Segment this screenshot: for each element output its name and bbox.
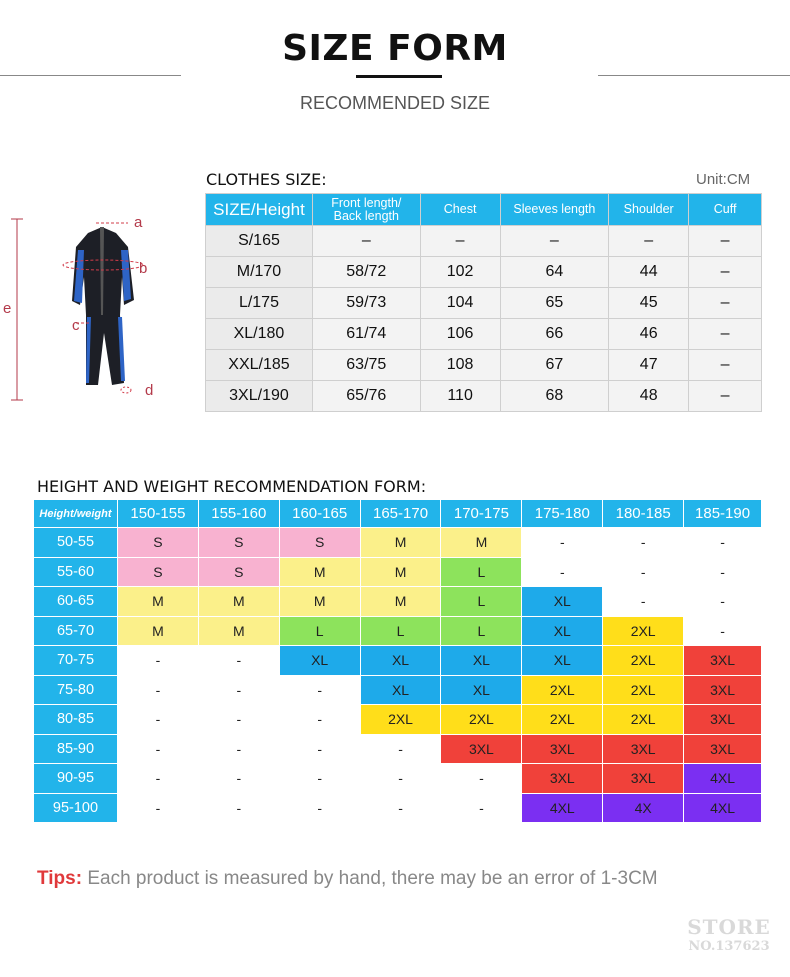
measure-cell: – [609, 226, 689, 257]
clothes-row [206, 381, 762, 412]
height-header: 175-180 [522, 500, 603, 528]
size-recommendation-cell: - [117, 675, 198, 705]
size-recommendation-cell: 3XL [522, 764, 603, 794]
hw-row [34, 646, 762, 676]
size-recommendation-cell: S [117, 557, 198, 587]
height-weight-table [33, 499, 762, 823]
measure-cell: – [689, 350, 762, 381]
height-header: 155-160 [198, 500, 279, 528]
header-shoulder: Shoulder [609, 194, 689, 226]
measure-cell: – [689, 226, 762, 257]
hw-row [34, 528, 762, 558]
store-watermark [680, 915, 778, 965]
size-recommendation-cell: 3XL [684, 646, 762, 676]
clothes-size-label: CLOTHES SIZE: [206, 170, 327, 189]
height-header: 170-175 [441, 500, 522, 528]
clothes-row [206, 350, 762, 381]
measure-cell: 68 [500, 381, 609, 412]
size-recommendation-cell: 3XL [603, 764, 684, 794]
size-recommendation-cell: - [603, 528, 684, 558]
size-recommendation-cell: XL [522, 616, 603, 646]
size-recommendation-cell: 4XL [522, 793, 603, 823]
size-recommendation-cell: 3XL [684, 705, 762, 735]
page-title: SIZE FORM [282, 28, 508, 69]
size-recommendation-cell: - [279, 675, 360, 705]
size-recommendation-cell: 2XL [522, 675, 603, 705]
size-recommendation-cell: M [279, 587, 360, 617]
size-recommendation-cell: XL [279, 646, 360, 676]
size-cell: XL/180 [206, 319, 313, 350]
size-recommendation-cell: - [684, 587, 762, 617]
size-recommendation-cell: - [360, 764, 441, 794]
size-recommendation-cell: - [198, 646, 279, 676]
size-recommendation-cell: - [684, 528, 762, 558]
unit-label: Unit:CM [696, 171, 751, 188]
measure-cell: – [689, 319, 762, 350]
measure-cell: 47 [609, 350, 689, 381]
size-recommendation-cell: - [117, 764, 198, 794]
measure-cell: – [500, 226, 609, 257]
measure-cell: 65 [500, 288, 609, 319]
measure-cell: 66 [500, 319, 609, 350]
hw-row [34, 734, 762, 764]
size-recommendation-cell: L [360, 616, 441, 646]
size-recommendation-cell: 4XL [684, 793, 762, 823]
measure-cell: 110 [420, 381, 500, 412]
tips-text: Each product is measured by hand, there may be an error of 1-3CM [82, 868, 658, 889]
size-recommendation-cell: - [279, 734, 360, 764]
measure-cell: – [312, 226, 420, 257]
measure-cell: 48 [609, 381, 689, 412]
divider-right [598, 75, 790, 76]
size-recommendation-cell: 3XL [522, 734, 603, 764]
measure-cell: – [420, 226, 500, 257]
header-size-height: SIZE/Height [206, 194, 313, 226]
measure-cell: 64 [500, 257, 609, 288]
size-cell: XXL/185 [206, 350, 313, 381]
size-cell: 3XL/190 [206, 381, 313, 412]
size-recommendation-cell: 3XL [603, 734, 684, 764]
size-recommendation-cell: M [360, 557, 441, 587]
page-subtitle: RECOMMENDED SIZE [299, 93, 490, 113]
size-recommendation-cell: 2XL [441, 705, 522, 735]
measure-cell: 61/74 [312, 319, 420, 350]
size-recommendation-cell: - [360, 793, 441, 823]
measure-cell: 63/75 [312, 350, 420, 381]
weight-header: 65-70 [34, 616, 118, 646]
weight-header: 55-60 [34, 557, 118, 587]
weight-header: 80-85 [34, 705, 118, 735]
size-recommendation-cell: - [198, 734, 279, 764]
measure-cell: 108 [420, 350, 500, 381]
size-recommendation-cell: M [279, 557, 360, 587]
height-header: 165-170 [360, 500, 441, 528]
height-header: 180-185 [603, 500, 684, 528]
size-recommendation-cell: XL [522, 646, 603, 676]
clothes-row [206, 226, 762, 257]
weight-header: 85-90 [34, 734, 118, 764]
size-recommendation-cell: 2XL [360, 705, 441, 735]
size-recommendation-cell: 4X [603, 793, 684, 823]
header-sleeves-length: Sleeves length [500, 194, 609, 226]
size-recommendation-cell: 3XL [441, 734, 522, 764]
size-recommendation-cell: - [684, 557, 762, 587]
size-recommendation-cell: - [522, 528, 603, 558]
size-recommendation-cell: S [279, 528, 360, 558]
size-recommendation-cell: - [198, 793, 279, 823]
size-cell: S/165 [206, 226, 313, 257]
size-recommendation-cell: XL [522, 587, 603, 617]
header-cuff: Cuff [689, 194, 762, 226]
hw-row [34, 675, 762, 705]
clothes-row [206, 288, 762, 319]
label-c: c [72, 317, 80, 334]
measure-cell: 67 [500, 350, 609, 381]
measure-cell: – [689, 381, 762, 412]
hw-row [34, 764, 762, 794]
size-recommendation-cell: - [117, 705, 198, 735]
size-recommendation-cell: - [603, 587, 684, 617]
size-recommendation-cell: - [684, 616, 762, 646]
height-header: 160-165 [279, 500, 360, 528]
weight-header: 90-95 [34, 764, 118, 794]
height-header: 185-190 [684, 500, 762, 528]
clothes-row [206, 257, 762, 288]
size-recommendation-cell: 2XL [603, 675, 684, 705]
title-underline [356, 75, 442, 78]
size-recommendation-cell: 3XL [684, 675, 762, 705]
size-recommendation-cell: - [117, 734, 198, 764]
size-recommendation-cell: 2XL [603, 616, 684, 646]
hw-row [34, 705, 762, 735]
size-recommendation-cell: 3XL [684, 734, 762, 764]
measure-cell: 45 [609, 288, 689, 319]
height-header: 150-155 [117, 500, 198, 528]
weight-header: 95-100 [34, 793, 118, 823]
tracksuit-figure [0, 205, 170, 415]
divider-left [0, 75, 181, 76]
hw-header-row [34, 500, 762, 528]
size-recommendation-cell: - [117, 793, 198, 823]
clothes-header-row [206, 194, 762, 226]
size-cell: M/170 [206, 257, 313, 288]
size-recommendation-cell: M [360, 587, 441, 617]
size-cell: L/175 [206, 288, 313, 319]
measure-cell: 59/73 [312, 288, 420, 319]
label-b: b [139, 260, 148, 277]
measure-cell: 65/76 [312, 381, 420, 412]
size-recommendation-cell: XL [360, 646, 441, 676]
label-d: d [145, 382, 154, 399]
size-recommendation-cell: 2XL [522, 705, 603, 735]
tips-note [37, 868, 658, 890]
size-recommendation-cell: XL [441, 675, 522, 705]
size-recommendation-cell: M [441, 528, 522, 558]
measure-cell: 104 [420, 288, 500, 319]
size-recommendation-cell: - [117, 646, 198, 676]
measure-cell: 58/72 [312, 257, 420, 288]
size-recommendation-cell: XL [360, 675, 441, 705]
size-recommendation-cell: L [441, 557, 522, 587]
clothes-size-table [205, 193, 762, 412]
size-recommendation-cell: - [603, 557, 684, 587]
size-recommendation-cell: - [198, 675, 279, 705]
watermark-line2: NO.137623 [688, 939, 770, 954]
weight-header: 50-55 [34, 528, 118, 558]
hw-row [34, 587, 762, 617]
watermark-line1: STORE [687, 915, 771, 939]
size-recommendation-cell: M [198, 616, 279, 646]
header-height-weight: Height/weight [34, 500, 118, 528]
measure-cell: 44 [609, 257, 689, 288]
weight-header: 70-75 [34, 646, 118, 676]
hw-form-label: HEIGHT AND WEIGHT RECOMMENDATION FORM: [37, 477, 427, 496]
size-recommendation-cell: L [441, 587, 522, 617]
hw-row [34, 557, 762, 587]
measure-cell: 46 [609, 319, 689, 350]
weight-header: 60-65 [34, 587, 118, 617]
hw-row [34, 793, 762, 823]
size-recommendation-cell: - [279, 793, 360, 823]
size-recommendation-cell: - [360, 734, 441, 764]
size-recommendation-cell: M [117, 587, 198, 617]
size-recommendation-cell: - [441, 793, 522, 823]
size-recommendation-cell: S [198, 528, 279, 558]
size-recommendation-cell: - [198, 764, 279, 794]
size-recommendation-cell: M [198, 587, 279, 617]
measure-cell: – [689, 257, 762, 288]
measure-cell: – [689, 288, 762, 319]
size-recommendation-cell: - [522, 557, 603, 587]
measure-cell: 102 [420, 257, 500, 288]
size-recommendation-cell: 4XL [684, 764, 762, 794]
header-chest: Chest [420, 194, 500, 226]
size-recommendation-cell: M [360, 528, 441, 558]
size-recommendation-cell: S [117, 528, 198, 558]
size-recommendation-cell: L [279, 616, 360, 646]
size-recommendation-cell: S [198, 557, 279, 587]
clothes-row [206, 319, 762, 350]
size-recommendation-cell: L [441, 616, 522, 646]
size-recommendation-cell: 2XL [603, 705, 684, 735]
size-recommendation-cell: XL [441, 646, 522, 676]
weight-header: 75-80 [34, 675, 118, 705]
size-recommendation-cell: - [198, 705, 279, 735]
label-a: a [134, 214, 143, 231]
size-recommendation-cell: 2XL [603, 646, 684, 676]
size-recommendation-cell: - [279, 764, 360, 794]
label-e: e [3, 300, 12, 317]
header-front-back-length: Front length/ Back length [312, 194, 420, 226]
measure-cell: 106 [420, 319, 500, 350]
tips-label: Tips: [37, 868, 83, 889]
size-recommendation-cell: M [117, 616, 198, 646]
hw-row [34, 616, 762, 646]
size-recommendation-cell: - [279, 705, 360, 735]
size-recommendation-cell: - [441, 764, 522, 794]
